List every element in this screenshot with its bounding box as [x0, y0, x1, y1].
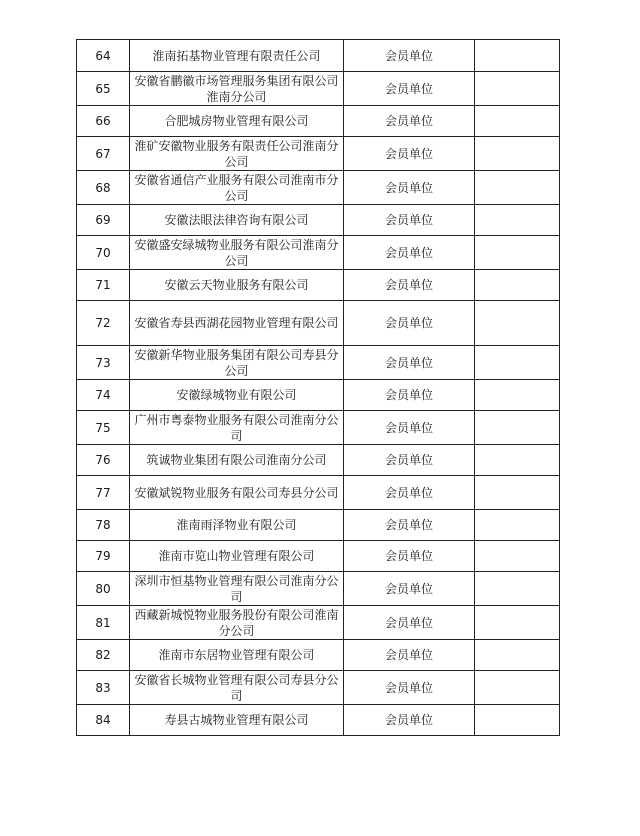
company-name-cell: 合肥城房物业管理有限公司: [130, 106, 344, 137]
company-name-cell: 筑诚物业集团有限公司淮南分公司: [130, 445, 344, 476]
row-number-cell: 75: [77, 411, 130, 445]
membership-type-cell: 会员单位: [344, 606, 475, 640]
table-row: [77, 301, 560, 346]
table-row: [77, 236, 560, 270]
row-number-cell: 79: [77, 541, 130, 572]
membership-type-cell: 会员单位: [344, 380, 475, 411]
remarks-cell: [475, 270, 560, 301]
company-name-cell: 安徽斌锐物业服务有限公司寿县分公司: [130, 476, 344, 510]
membership-type-cell: 会员单位: [344, 705, 475, 736]
membership-type-cell: 会员单位: [344, 72, 475, 106]
membership-type-cell: 会员单位: [344, 106, 475, 137]
company-name-cell: 广州市粤泰物业服务有限公司淮南分公司: [130, 411, 344, 445]
row-number-cell: 81: [77, 606, 130, 640]
table-row: [77, 606, 560, 640]
membership-type-cell: 会员单位: [344, 640, 475, 671]
company-name-cell: 安徽新华物业服务集团有限公司寿县分公司: [130, 346, 344, 380]
row-number-cell: 67: [77, 137, 130, 171]
row-number-cell: 72: [77, 301, 130, 346]
row-number-cell: 84: [77, 705, 130, 736]
remarks-cell: [475, 346, 560, 380]
table-row: [77, 510, 560, 541]
company-name-cell: 淮南雨泽物业有限公司: [130, 510, 344, 541]
company-name-cell: 西藏新城悦物业服务股份有限公司淮南分公司: [130, 606, 344, 640]
remarks-cell: [475, 445, 560, 476]
remarks-cell: [475, 137, 560, 171]
row-number-cell: 76: [77, 445, 130, 476]
membership-type-cell: 会员单位: [344, 40, 475, 72]
company-name-cell: 安徽省长城物业管理有限公司寿县分公司: [130, 671, 344, 705]
row-number-cell: 66: [77, 106, 130, 137]
company-name-cell: 安徽法眼法律咨询有限公司: [130, 205, 344, 236]
row-number-cell: 65: [77, 72, 130, 106]
table-row: [77, 346, 560, 380]
row-number-cell: 74: [77, 380, 130, 411]
row-number-cell: 70: [77, 236, 130, 270]
row-number-cell: 69: [77, 205, 130, 236]
remarks-cell: [475, 606, 560, 640]
table-row: [77, 205, 560, 236]
remarks-cell: [475, 106, 560, 137]
row-number-cell: 68: [77, 171, 130, 205]
membership-type-cell: 会员单位: [344, 541, 475, 572]
membership-type-cell: 会员单位: [344, 476, 475, 510]
row-number-cell: 83: [77, 671, 130, 705]
row-number-cell: 77: [77, 476, 130, 510]
company-name-cell: 安徽省鹏徽市场管理服务集团有限公司淮南分公司: [130, 72, 344, 106]
remarks-cell: [475, 671, 560, 705]
membership-type-cell: 会员单位: [344, 411, 475, 445]
remarks-cell: [475, 705, 560, 736]
membership-type-cell: 会员单位: [344, 270, 475, 301]
table-row: [77, 72, 560, 106]
remarks-cell: [475, 411, 560, 445]
remarks-cell: [475, 72, 560, 106]
company-name-cell: 安徽云天物业服务有限公司: [130, 270, 344, 301]
membership-type-cell: 会员单位: [344, 572, 475, 606]
table-row: [77, 640, 560, 671]
table-row: [77, 671, 560, 705]
row-number-cell: 71: [77, 270, 130, 301]
table-row: [77, 411, 560, 445]
remarks-cell: [475, 205, 560, 236]
company-name-cell: 淮南拓基物业管理有限责任公司: [130, 40, 344, 72]
member-list-table: [76, 39, 560, 736]
remarks-cell: [475, 380, 560, 411]
company-name-cell: 安徽绿城物业有限公司: [130, 380, 344, 411]
row-number-cell: 82: [77, 640, 130, 671]
table-row: [77, 40, 560, 72]
table-row: [77, 476, 560, 510]
table-row: [77, 270, 560, 301]
company-name-cell: 淮矿安徽物业服务有限责任公司淮南分公司: [130, 137, 344, 171]
company-name-cell: 淮南市东居物业管理有限公司: [130, 640, 344, 671]
membership-type-cell: 会员单位: [344, 346, 475, 380]
company-name-cell: 深圳市恒基物业管理有限公司淮南分公司: [130, 572, 344, 606]
remarks-cell: [475, 236, 560, 270]
remarks-cell: [475, 476, 560, 510]
member-table-body: [77, 40, 560, 736]
table-row: [77, 445, 560, 476]
company-name-cell: 寿县古城物业管理有限公司: [130, 705, 344, 736]
remarks-cell: [475, 572, 560, 606]
table-row: [77, 705, 560, 736]
row-number-cell: 64: [77, 40, 130, 72]
remarks-cell: [475, 171, 560, 205]
membership-type-cell: 会员单位: [344, 445, 475, 476]
remarks-cell: [475, 541, 560, 572]
row-number-cell: 80: [77, 572, 130, 606]
membership-type-cell: 会员单位: [344, 171, 475, 205]
membership-type-cell: 会员单位: [344, 236, 475, 270]
remarks-cell: [475, 301, 560, 346]
remarks-cell: [475, 40, 560, 72]
membership-type-cell: 会员单位: [344, 137, 475, 171]
membership-type-cell: 会员单位: [344, 301, 475, 346]
table-row: [77, 106, 560, 137]
table-row: [77, 171, 560, 205]
row-number-cell: 78: [77, 510, 130, 541]
table-row: [77, 541, 560, 572]
membership-type-cell: 会员单位: [344, 671, 475, 705]
membership-type-cell: 会员单位: [344, 205, 475, 236]
company-name-cell: 安徽省寿县西湖花园物业管理有限公司: [130, 301, 344, 346]
company-name-cell: 淮南市览山物业管理有限公司: [130, 541, 344, 572]
remarks-cell: [475, 510, 560, 541]
table-row: [77, 137, 560, 171]
membership-type-cell: 会员单位: [344, 510, 475, 541]
table-row: [77, 380, 560, 411]
company-name-cell: 安徽省通信产业服务有限公司淮南市分公司: [130, 171, 344, 205]
company-name-cell: 安徽盛安绿城物业服务有限公司淮南分公司: [130, 236, 344, 270]
table-row: [77, 572, 560, 606]
row-number-cell: 73: [77, 346, 130, 380]
remarks-cell: [475, 640, 560, 671]
